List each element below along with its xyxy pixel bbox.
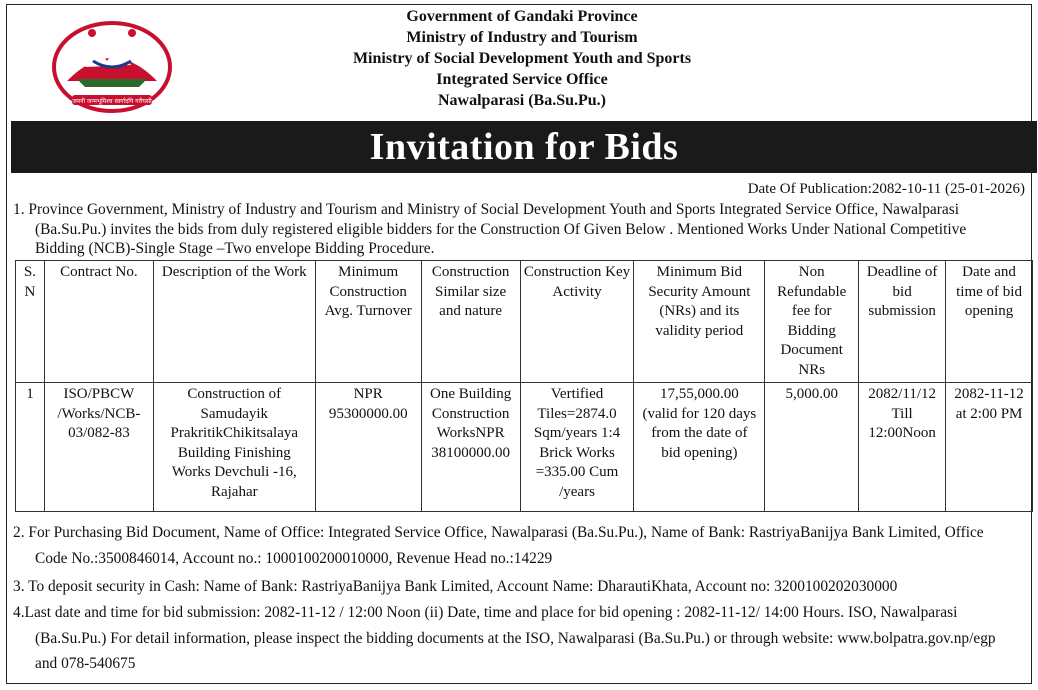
security-validity: (valid for 120 days from the date of xyxy=(642,405,757,441)
column-header-description: Description of the Work xyxy=(153,261,315,383)
notice-header xyxy=(7,5,1031,121)
column-header-fee: Non Refundable fee for Bidding Document NRs xyxy=(765,261,859,383)
note-3: 3. To deposit security in Cash: Name of Bank: RastriyaBanijya Bank Limited, Account Name: DharautiKhata, Account no: 3200100202030000 xyxy=(13,578,898,595)
cell-security xyxy=(634,383,765,512)
column-header-deadline: Deadline of bid submission xyxy=(859,261,946,383)
note-line: 2. For Purchasing Bid Document, Name of Office: Integrated Service Office, Nawalparasi (Ba.Su.Pu.), Name of Bank: RastriyaBanijya Bank Limited, Office xyxy=(13,524,984,541)
intro-line: Bidding (NCB)-Single Stage –Two envelope Bidding Procedure. xyxy=(35,240,435,257)
column-header-contract: Contract No. xyxy=(44,261,153,383)
emblem-motto: जननी जन्मभूमिश्च स्वर्गादपि गरीयसी xyxy=(72,98,152,105)
bids-table xyxy=(15,260,1033,512)
column-header-opening: Date and time of bid opening xyxy=(946,261,1033,383)
note-4 xyxy=(13,603,1029,674)
table-header-row xyxy=(16,261,1033,383)
intro-paragraph xyxy=(13,200,1029,259)
notice-page xyxy=(6,4,1032,684)
column-header-sn: S. N xyxy=(16,261,45,383)
header-line-office: Integrated Service Office xyxy=(436,71,608,88)
publication-date: Date Of Publication:2082-10-11 (25-01-2026) xyxy=(747,181,1025,197)
cell-sn: 1 xyxy=(16,383,45,512)
note-line: and 078-540675 xyxy=(35,655,136,672)
column-header-key-activity: Construction Key Activity xyxy=(520,261,634,383)
intro-line: 1. Province Government, Ministry of Industry and Tourism and Ministry of Social Development Youth and Sports Integrated Service Office, Nawalparasi xyxy=(13,201,959,218)
column-header-turnover: Minimum Construction Avg. Turnover xyxy=(315,261,421,383)
note-line: (Ba.Su.Pu.) For detail information, please inspect the bidding documents at the ISO, Nawalparasi (Ba.Su.Pu.) or through website: www.bolpatra.gov.np/egp xyxy=(35,629,996,647)
note-2 xyxy=(13,523,1029,568)
cell-turnover: NPR 95300000.00 xyxy=(315,383,421,512)
header-line-ministry-industry: Ministry of Industry and Tourism xyxy=(406,29,638,46)
table-row xyxy=(16,383,1033,512)
cell-deadline: 2082/11/12 Till 12:00Noon xyxy=(859,383,946,512)
header-line-location: Nawalparasi (Ba.Su.Pu.) xyxy=(437,92,607,109)
cell-fee: 5,000.00 xyxy=(765,383,859,512)
cell-key-activity: Vertified Tiles=2874.0 Sqm/years 1:4 Brick Works =335.00 Cum /years xyxy=(520,383,634,512)
column-header-similar: Construction Similar size and nature xyxy=(421,261,520,383)
note-line: Code No.:3500846014, Account no.: 1000100200010000, Revenue Head no.:14229 xyxy=(35,549,553,567)
cell-similar: One Building Construction WorksNPR 38100000.00 xyxy=(421,383,520,512)
header-line-ministry-social: Ministry of Social Development Youth and Sports xyxy=(352,50,692,67)
column-header-security: Minimum Bid Security Amount (NRs) and its validity period xyxy=(634,261,765,383)
intro-line: (Ba.Su.Pu.) invites the bids from duly registered eligible bidders for the Construction Of Given Below . Mentioned Works Under National Competitive xyxy=(35,220,967,238)
security-validity-end: bid opening) xyxy=(661,444,738,461)
note-line: 4.Last date and time for bid submission: 2082-11-12 / 12:00 Noon (ii) Date, time and place for bid opening : 2082-11-12/ 14:00 Hours. ISO, Nawalparasi xyxy=(13,604,958,621)
security-amount: 17,55,000.00 xyxy=(659,386,739,402)
cell-contract: ISO/PBCW /Works/NCB-03/082-83 xyxy=(44,383,153,512)
page-title: Invitation for Bids xyxy=(11,121,1037,173)
header-line-government: Government of Gandaki Province xyxy=(406,8,638,25)
cell-opening: 2082-11-12 at 2:00 PM xyxy=(946,383,1033,512)
cell-description: Construction of Samudayik PrakritikChikitsalaya Building Finishing Works Devchuli -16, Rajahar xyxy=(153,383,315,512)
